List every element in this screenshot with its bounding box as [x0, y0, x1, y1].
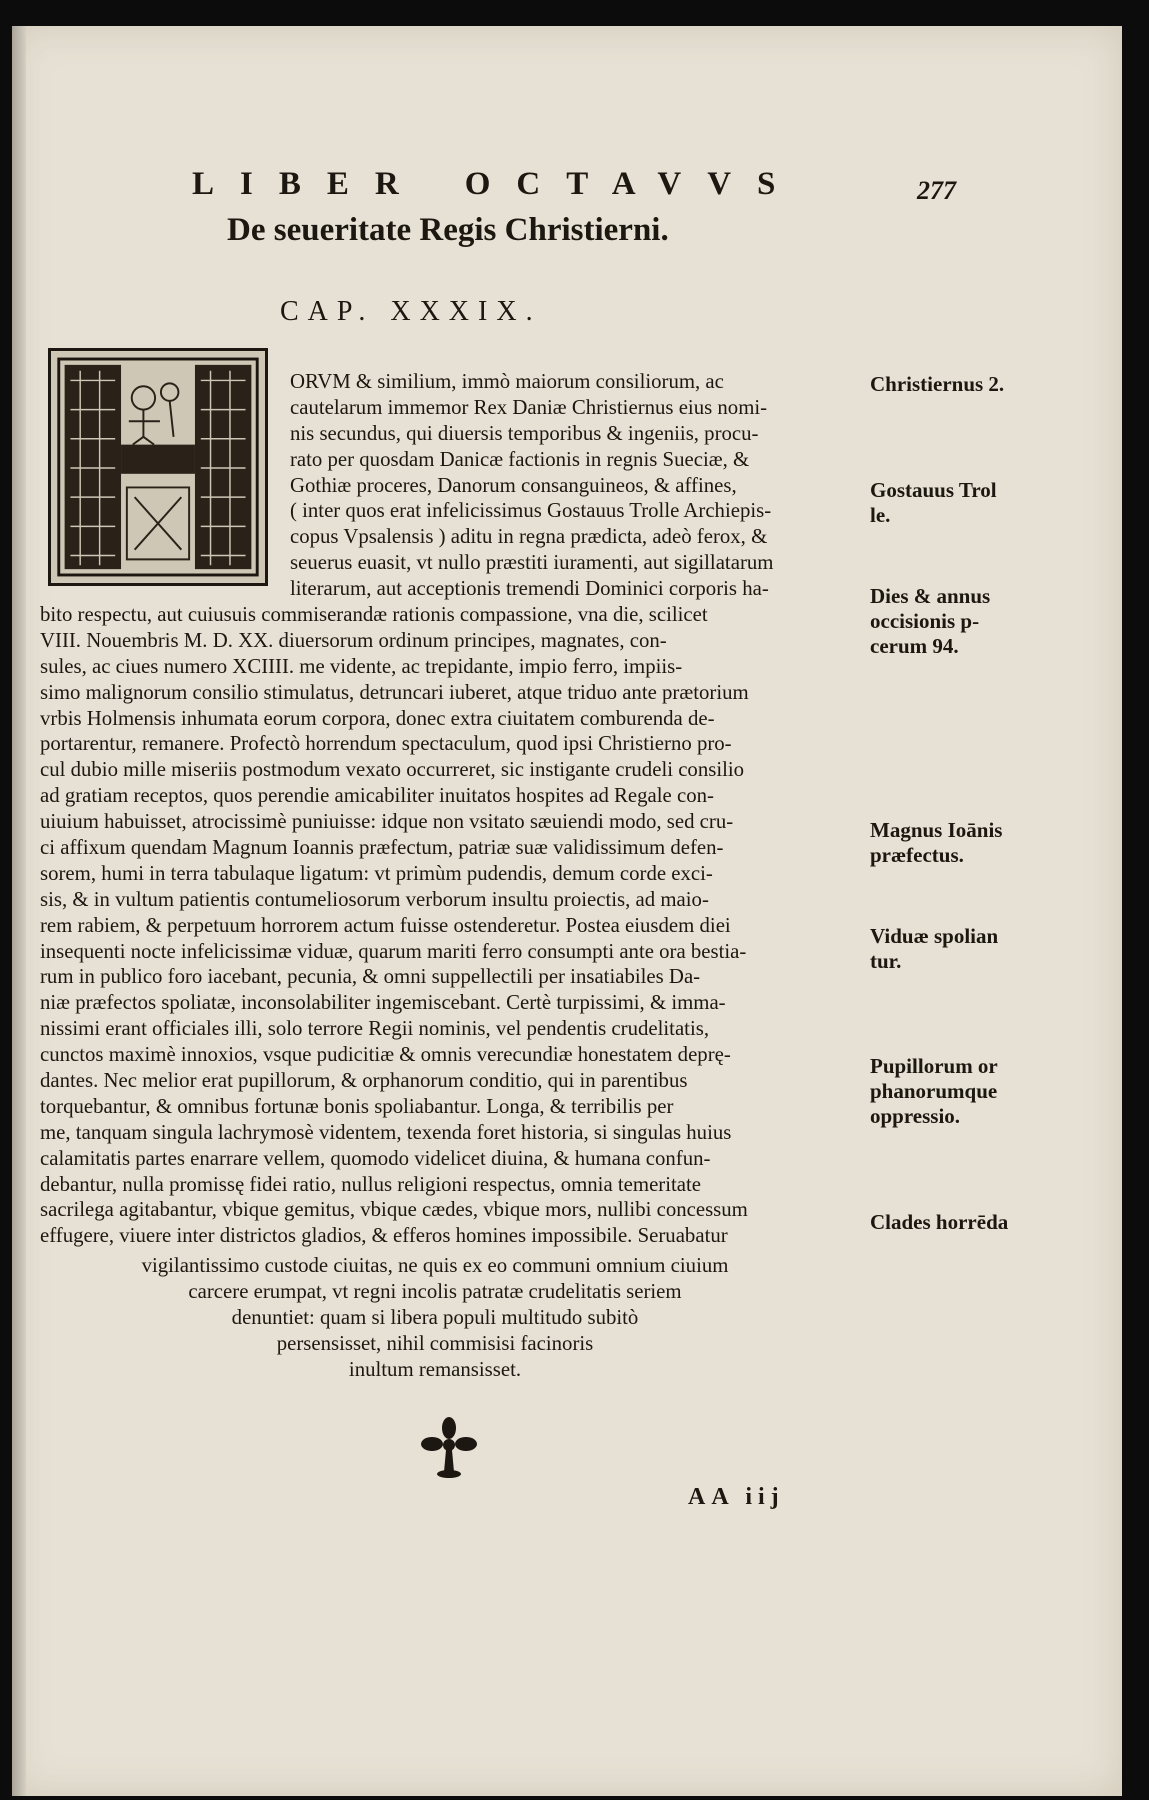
margin-note — [870, 584, 990, 659]
margin-note-line: oppressio. — [870, 1104, 961, 1128]
margin-note-line: Dies & annus — [870, 584, 991, 608]
body-line: rum in publico foro iacebant, pecunia, & omni suppellectili per insatiabiles Da- — [40, 965, 701, 989]
body-line: simo malignorum consilio stimulatus, detruncari iuberet, atque triduo ante prætorium — [40, 680, 749, 704]
body-line: VIII. Nouembris M. D. XX. diuersorum ordinum principes, magnates, con- — [40, 628, 667, 652]
margin-note-line: Magnus Ioānis — [870, 818, 1003, 842]
body-line: persensisset, nihil commisisi facinoris — [276, 1331, 594, 1355]
body-line: ad gratiam receptos, quos perendie amicabiliter inuitatos hospites ad Regale con- — [40, 784, 714, 808]
woodcut-initial-illustration — [51, 351, 265, 583]
margin-note-line: cerum 94. — [870, 634, 959, 658]
margin-note-line: Clades horrēda — [870, 1210, 1009, 1234]
body-line: rem rabiem, & perpetuum horrorem actum fuisse ostenderetur. Postea eiusdem diei — [40, 913, 731, 937]
body-line: Gothiæ proceres, Danorum consanguineos, & affines, — [290, 473, 737, 497]
body-line: carcere erumpat, vt regni incolis patratæ crudelitatis seriem — [188, 1279, 682, 1303]
chapter-title: De seueritate Regis Christierni. — [227, 212, 669, 248]
body-line: cautelarum immemor Rex Daniæ Christiernus eius nomi- — [290, 395, 768, 419]
body-line: effugere, viuere inter districtos gladios, & efferos homines impossibile. Seruabatur — [40, 1224, 728, 1248]
body-line: rato per quosdam Danicæ factionis in regnis Sueciæ, & — [290, 447, 750, 471]
body-line: portarentur, remanere. Profectò horrendum spectaculum, quod ipsi Christierno pro- — [40, 732, 732, 756]
body-line: seuerus euasit, vt nullo præstiti iuramenti, aut sigillatarum — [290, 551, 774, 575]
running-title-word-1: LIBER — [192, 166, 425, 202]
body-line: inultum remansisset. — [348, 1357, 522, 1381]
margin-note-line: Pupillorum or — [870, 1054, 998, 1078]
margin-note — [870, 372, 1004, 397]
chapter-number: CAP. XXXIX. — [280, 296, 542, 327]
page-gutter-edge — [12, 26, 26, 1796]
body-line: niæ præfectos spoliatæ, inconsolabiliter ingemiscebant. Certè turpissimi, & imma- — [40, 991, 726, 1015]
margin-note-line: Gostauus Trol — [870, 478, 997, 502]
body-line: nis secundus, qui diuersis temporibus & ingeniis, procu- — [290, 421, 759, 445]
body-line: literarum, aut acceptionis tremendi Dominici corporis ha- — [290, 577, 769, 601]
body-line: me, tanquam singula lachrymosè videntem, texenda foret historia, si singulas huius — [40, 1120, 732, 1144]
body-paragraph-opening — [290, 369, 773, 602]
body-line: torquebantur, & omnibus fortunæ bonis spoliabantur. Longa, & terribilis per — [40, 1094, 674, 1118]
folio-number: 277 — [917, 176, 956, 205]
margin-note-line: Christiernus 2. — [870, 372, 1005, 396]
body-line: vrbis Holmensis inhumata eorum corpora, donec extra ciuitatem comburenda de- — [40, 706, 715, 730]
body-line: sules, ac ciues numero XCIIII. me vidente, ac trepidante, impio ferro, impiis- — [40, 654, 683, 678]
running-title-word-2: OCTAVVS — [464, 166, 802, 202]
body-line: nissimi erant officiales illi, solo terrore Regii nominis, vel pendentis crudelitatis, — [40, 1017, 710, 1041]
body-line: sorem, humi in terra tabulaque ligatum: vt primùm pudendis, demum corde exci- — [40, 861, 713, 885]
body-paragraph-tail — [40, 1253, 830, 1382]
body-line: calamitatis partes enarrare vellem, quomodo videlicet diuina, & humana confun- — [40, 1146, 711, 1170]
body-line: uiuium habuisset, atrocissimè puniuisse: idque non vsitato sæuiendi modo, sed cru- — [40, 810, 734, 834]
body-line: insequenti nocte infelicissimæ viduæ, quarum mariti ferro consumpti ante ora bestia- — [40, 939, 747, 963]
margin-note-line: Viduæ spolian — [870, 924, 999, 948]
book-page — [12, 26, 1122, 1796]
body-paragraph-main — [40, 602, 749, 1249]
body-line: vigilantissimo custode ciuitas, ne quis ex eo communi omnium ciuium — [141, 1254, 729, 1277]
signature-mark: AA iij — [688, 1484, 785, 1510]
body-line: bito respectu, aut cuiusuis commiserandæ rationis compassione, vna die, scilicet — [40, 603, 708, 626]
margin-note-line: occisionis p- — [870, 609, 980, 633]
body-line: cul dubio mille miseriis postmodum vexato occurreret, sic instigante crudeli consilio — [40, 758, 745, 782]
body-line: debantur, nulla promissę fidei ratio, nullus religioni respectus, omnia temeritate — [40, 1172, 702, 1196]
body-line: ci affixum quendam Magnum Ioannis præfectum, patriæ suæ validissimum defen- — [40, 836, 724, 860]
fleuron-ornament-icon — [416, 1414, 482, 1480]
body-line: ( inter quos erat infelicissimus Gostauus Trolle Archiepis- — [290, 499, 772, 523]
body-line: denuntiet: quam si libera populi multitudo subitò — [231, 1305, 639, 1329]
body-line: copus Vpsalensis ) aditu in regna prædicta, adeò ferox, & — [290, 525, 768, 549]
body-line: sacrilega agitabantur, vbique gemitus, vbique cædes, vbique mors, nullibi concessum — [40, 1198, 748, 1222]
body-line: sis, & in vultum patientis contumeliosorum verborum insultu proiectis, ad maio- — [40, 887, 709, 911]
body-line: cunctos maximè innoxios, vsque pudicitiæ & omnis verecundiæ honestatem deprę- — [40, 1043, 731, 1067]
margin-note — [870, 478, 997, 528]
running-title — [192, 166, 801, 203]
margin-note-line: præfectus. — [870, 843, 964, 867]
margin-note — [870, 1210, 1008, 1235]
margin-note — [870, 818, 1002, 868]
margin-note-line: tur. — [870, 949, 902, 973]
margin-note-line: phanorumque — [870, 1079, 998, 1103]
body-line: ORVM & similium, immò maiorum consiliorum, ac — [290, 370, 724, 393]
body-line: dantes. Nec melior erat pupillorum, & orphanorum conditio, qui in parentibus — [40, 1069, 688, 1093]
margin-note-line: le. — [870, 503, 891, 527]
margin-note — [870, 1054, 998, 1129]
woodcut-initial-h — [48, 348, 268, 586]
margin-note — [870, 924, 998, 974]
